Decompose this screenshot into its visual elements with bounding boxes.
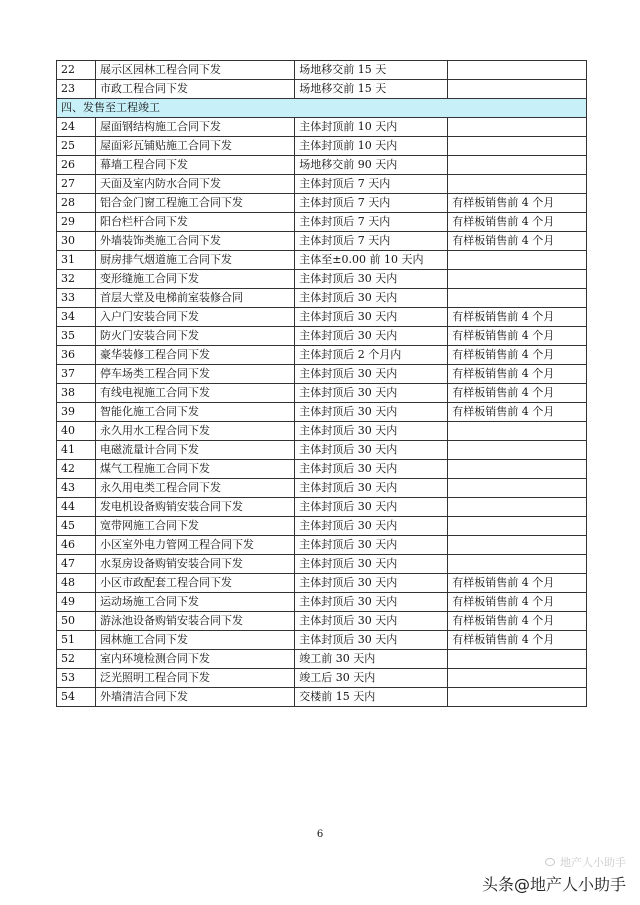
deadline-cell: 主体封顶后 30 天内 <box>295 593 448 612</box>
table-row <box>57 688 587 707</box>
table-row <box>57 460 587 479</box>
table-row <box>57 137 587 156</box>
row-number-cell: 41 <box>57 441 96 460</box>
deadline-cell: 竣工前 30 天内 <box>295 650 448 669</box>
row-number-cell: 39 <box>57 403 96 422</box>
contract-item-cell: 变形缝施工合同下发 <box>96 270 295 289</box>
row-number-cell: 33 <box>57 289 96 308</box>
table-row <box>57 251 587 270</box>
table-row <box>57 175 587 194</box>
row-number-cell: 44 <box>57 498 96 517</box>
table-row <box>57 346 587 365</box>
remark-cell <box>448 498 587 517</box>
contract-item-cell: 天面及室内防水合同下发 <box>96 175 295 194</box>
row-number-cell: 48 <box>57 574 96 593</box>
deadline-cell: 场地移交前 15 天 <box>295 80 448 99</box>
contract-item-cell: 泛光照明工程合同下发 <box>96 669 295 688</box>
remark-cell: 有样板销售前 4 个月 <box>448 384 587 403</box>
contract-schedule-table <box>56 60 587 707</box>
row-number-cell: 36 <box>57 346 96 365</box>
contract-item-cell: 市政工程合同下发 <box>96 80 295 99</box>
row-number-cell: 37 <box>57 365 96 384</box>
table-row <box>57 289 587 308</box>
wechat-logo-icon <box>545 857 557 867</box>
contract-item-cell: 小区市政配套工程合同下发 <box>96 574 295 593</box>
row-number-cell: 45 <box>57 517 96 536</box>
contract-item-cell: 煤气工程施工合同下发 <box>96 460 295 479</box>
remark-cell: 有样板销售前 4 个月 <box>448 612 587 631</box>
deadline-cell: 主体封顶后 30 天内 <box>295 289 448 308</box>
remark-cell <box>448 517 587 536</box>
remark-cell <box>448 251 587 270</box>
row-number-cell: 31 <box>57 251 96 270</box>
contract-item-cell: 游泳池设备购销安装合同下发 <box>96 612 295 631</box>
remark-cell <box>448 441 587 460</box>
row-number-cell: 22 <box>57 61 96 80</box>
contract-item-cell: 智能化施工合同下发 <box>96 403 295 422</box>
contract-item-cell: 豪华装修工程合同下发 <box>96 346 295 365</box>
watermark-ghost <box>545 854 626 870</box>
contract-item-cell: 外墙装饰类施工合同下发 <box>96 232 295 251</box>
table-row <box>57 555 587 574</box>
remark-cell: 有样板销售前 4 个月 <box>448 403 587 422</box>
remark-cell <box>448 555 587 574</box>
table-row <box>57 61 587 80</box>
table-row <box>57 574 587 593</box>
table-row <box>57 650 587 669</box>
remark-cell: 有样板销售前 4 个月 <box>448 194 587 213</box>
deadline-cell: 主体封顶后 7 天内 <box>295 175 448 194</box>
row-number-cell: 50 <box>57 612 96 631</box>
contract-item-cell: 屋面钢结构施工合同下发 <box>96 118 295 137</box>
contract-item-cell: 室内环境检测合同下发 <box>96 650 295 669</box>
deadline-cell: 主体封顶后 7 天内 <box>295 232 448 251</box>
remark-cell <box>448 650 587 669</box>
row-number-cell: 46 <box>57 536 96 555</box>
deadline-cell: 主体封顶后 30 天内 <box>295 441 448 460</box>
deadline-cell: 主体封顶后 30 天内 <box>295 327 448 346</box>
remark-cell <box>448 422 587 441</box>
contract-item-cell: 停车场类工程合同下发 <box>96 365 295 384</box>
deadline-cell: 主体封顶后 7 天内 <box>295 194 448 213</box>
remark-cell: 有样板销售前 4 个月 <box>448 327 587 346</box>
contract-item-cell: 阳台栏杆合同下发 <box>96 213 295 232</box>
deadline-cell: 主体封顶后 30 天内 <box>295 517 448 536</box>
section-title: 四、发售至工程竣工 <box>57 99 587 118</box>
row-number-cell: 38 <box>57 384 96 403</box>
table-row <box>57 384 587 403</box>
contract-item-cell: 有线电视施工合同下发 <box>96 384 295 403</box>
remark-cell <box>448 688 587 707</box>
row-number-cell: 34 <box>57 308 96 327</box>
deadline-cell: 主体封顶后 7 天内 <box>295 213 448 232</box>
contract-item-cell: 水泵房设备购销安装合同下发 <box>96 555 295 574</box>
table-row <box>57 213 587 232</box>
remark-cell <box>448 289 587 308</box>
table-row <box>57 593 587 612</box>
row-number-cell: 54 <box>57 688 96 707</box>
deadline-cell: 主体封顶后 30 天内 <box>295 460 448 479</box>
contract-item-cell: 入户门安装合同下发 <box>96 308 295 327</box>
contract-item-cell: 首层大堂及电梯前室装修合同 <box>96 289 295 308</box>
remark-cell <box>448 669 587 688</box>
row-number-cell: 52 <box>57 650 96 669</box>
deadline-cell: 主体封顶后 30 天内 <box>295 422 448 441</box>
row-number-cell: 27 <box>57 175 96 194</box>
table-row <box>57 365 587 384</box>
remark-cell: 有样板销售前 4 个月 <box>448 346 587 365</box>
row-number-cell: 43 <box>57 479 96 498</box>
remark-cell <box>448 175 587 194</box>
deadline-cell: 主体封顶后 30 天内 <box>295 536 448 555</box>
deadline-cell: 主体封顶后 30 天内 <box>295 384 448 403</box>
watermark-handle: @地产人小助手 <box>513 875 626 894</box>
remark-cell: 有样板销售前 4 个月 <box>448 593 587 612</box>
remark-cell <box>448 479 587 498</box>
table-row <box>57 308 587 327</box>
deadline-cell: 主体封顶后 30 天内 <box>295 498 448 517</box>
remark-cell <box>448 156 587 175</box>
row-number-cell: 32 <box>57 270 96 289</box>
contract-item-cell: 宽带网施工合同下发 <box>96 517 295 536</box>
deadline-cell: 场地移交前 90 天内 <box>295 156 448 175</box>
table-row <box>57 270 587 289</box>
table-row <box>57 631 587 650</box>
deadline-cell: 主体封顶后 30 天内 <box>295 479 448 498</box>
table-row <box>57 194 587 213</box>
row-number-cell: 23 <box>57 80 96 99</box>
deadline-cell: 主体封顶后 30 天内 <box>295 308 448 327</box>
remark-cell: 有样板销售前 4 个月 <box>448 213 587 232</box>
remark-cell: 有样板销售前 4 个月 <box>448 308 587 327</box>
remark-cell: 有样板销售前 4 个月 <box>448 631 587 650</box>
source-watermark <box>481 856 626 895</box>
contract-item-cell: 屋面彩瓦铺贴施工合同下发 <box>96 137 295 156</box>
row-number-cell: 28 <box>57 194 96 213</box>
table-row <box>57 327 587 346</box>
table-row <box>57 422 587 441</box>
deadline-cell: 主体封顶后 30 天内 <box>295 365 448 384</box>
table-row <box>57 232 587 251</box>
deadline-cell: 主体封顶后 30 天内 <box>295 631 448 650</box>
row-number-cell: 40 <box>57 422 96 441</box>
deadline-cell: 主体至±0.00 前 10 天内 <box>295 251 448 270</box>
table-row <box>57 612 587 631</box>
remark-cell <box>448 118 587 137</box>
row-number-cell: 29 <box>57 213 96 232</box>
deadline-cell: 竣工后 30 天内 <box>295 669 448 688</box>
row-number-cell: 35 <box>57 327 96 346</box>
table-row <box>57 536 587 555</box>
contract-item-cell: 发电机设备购销安装合同下发 <box>96 498 295 517</box>
contract-item-cell: 永久用电类工程合同下发 <box>96 479 295 498</box>
row-number-cell: 42 <box>57 460 96 479</box>
table-row <box>57 441 587 460</box>
watermark-ghost-text: 地产人小助手 <box>560 856 626 869</box>
row-number-cell: 51 <box>57 631 96 650</box>
deadline-cell: 主体封顶后 30 天内 <box>295 403 448 422</box>
contract-item-cell: 厨房排气烟道施工合同下发 <box>96 251 295 270</box>
row-number-cell: 53 <box>57 669 96 688</box>
remark-cell <box>448 137 587 156</box>
contract-item-cell: 永久用水工程合同下发 <box>96 422 295 441</box>
contract-item-cell: 电磁流量计合同下发 <box>96 441 295 460</box>
remark-cell: 有样板销售前 4 个月 <box>448 232 587 251</box>
contract-item-cell: 外墙清洁合同下发 <box>96 688 295 707</box>
table-body <box>57 61 587 707</box>
remark-cell <box>448 460 587 479</box>
row-number-cell: 26 <box>57 156 96 175</box>
watermark-prefix: 头条 <box>481 875 514 894</box>
table-row <box>57 517 587 536</box>
deadline-cell: 主体封顶后 30 天内 <box>295 612 448 631</box>
remark-cell <box>448 61 587 80</box>
contract-item-cell: 幕墙工程合同下发 <box>96 156 295 175</box>
deadline-cell: 主体封顶后 30 天内 <box>295 270 448 289</box>
row-number-cell: 49 <box>57 593 96 612</box>
remark-cell: 有样板销售前 4 个月 <box>448 574 587 593</box>
contract-item-cell: 防火门安装合同下发 <box>96 327 295 346</box>
deadline-cell: 主体封顶后 2 个月内 <box>295 346 448 365</box>
contract-item-cell: 铝合金门窗工程施工合同下发 <box>96 194 295 213</box>
table-row <box>57 479 587 498</box>
row-number-cell: 47 <box>57 555 96 574</box>
contract-item-cell: 展示区园林工程合同下发 <box>96 61 295 80</box>
table-row <box>57 118 587 137</box>
section-header-row <box>57 99 587 118</box>
table-row <box>57 156 587 175</box>
deadline-cell: 主体封顶前 10 天内 <box>295 118 448 137</box>
remark-cell <box>448 270 587 289</box>
table-row <box>57 669 587 688</box>
row-number-cell: 25 <box>57 137 96 156</box>
remark-cell: 有样板销售前 4 个月 <box>448 365 587 384</box>
table-row <box>57 498 587 517</box>
row-number-cell: 30 <box>57 232 96 251</box>
deadline-cell: 主体封顶后 30 天内 <box>295 555 448 574</box>
row-number-cell: 24 <box>57 118 96 137</box>
deadline-cell: 场地移交前 15 天 <box>295 61 448 80</box>
deadline-cell: 交楼前 15 天内 <box>295 688 448 707</box>
deadline-cell: 主体封顶前 10 天内 <box>295 137 448 156</box>
remark-cell <box>448 80 587 99</box>
table-row <box>57 80 587 99</box>
table-row <box>57 403 587 422</box>
contract-item-cell: 运动场施工合同下发 <box>96 593 295 612</box>
contract-item-cell: 园林施工合同下发 <box>96 631 295 650</box>
deadline-cell: 主体封顶后 30 天内 <box>295 574 448 593</box>
page-number: 6 <box>316 829 324 840</box>
contract-item-cell: 小区室外电力管网工程合同下发 <box>96 536 295 555</box>
remark-cell <box>448 536 587 555</box>
